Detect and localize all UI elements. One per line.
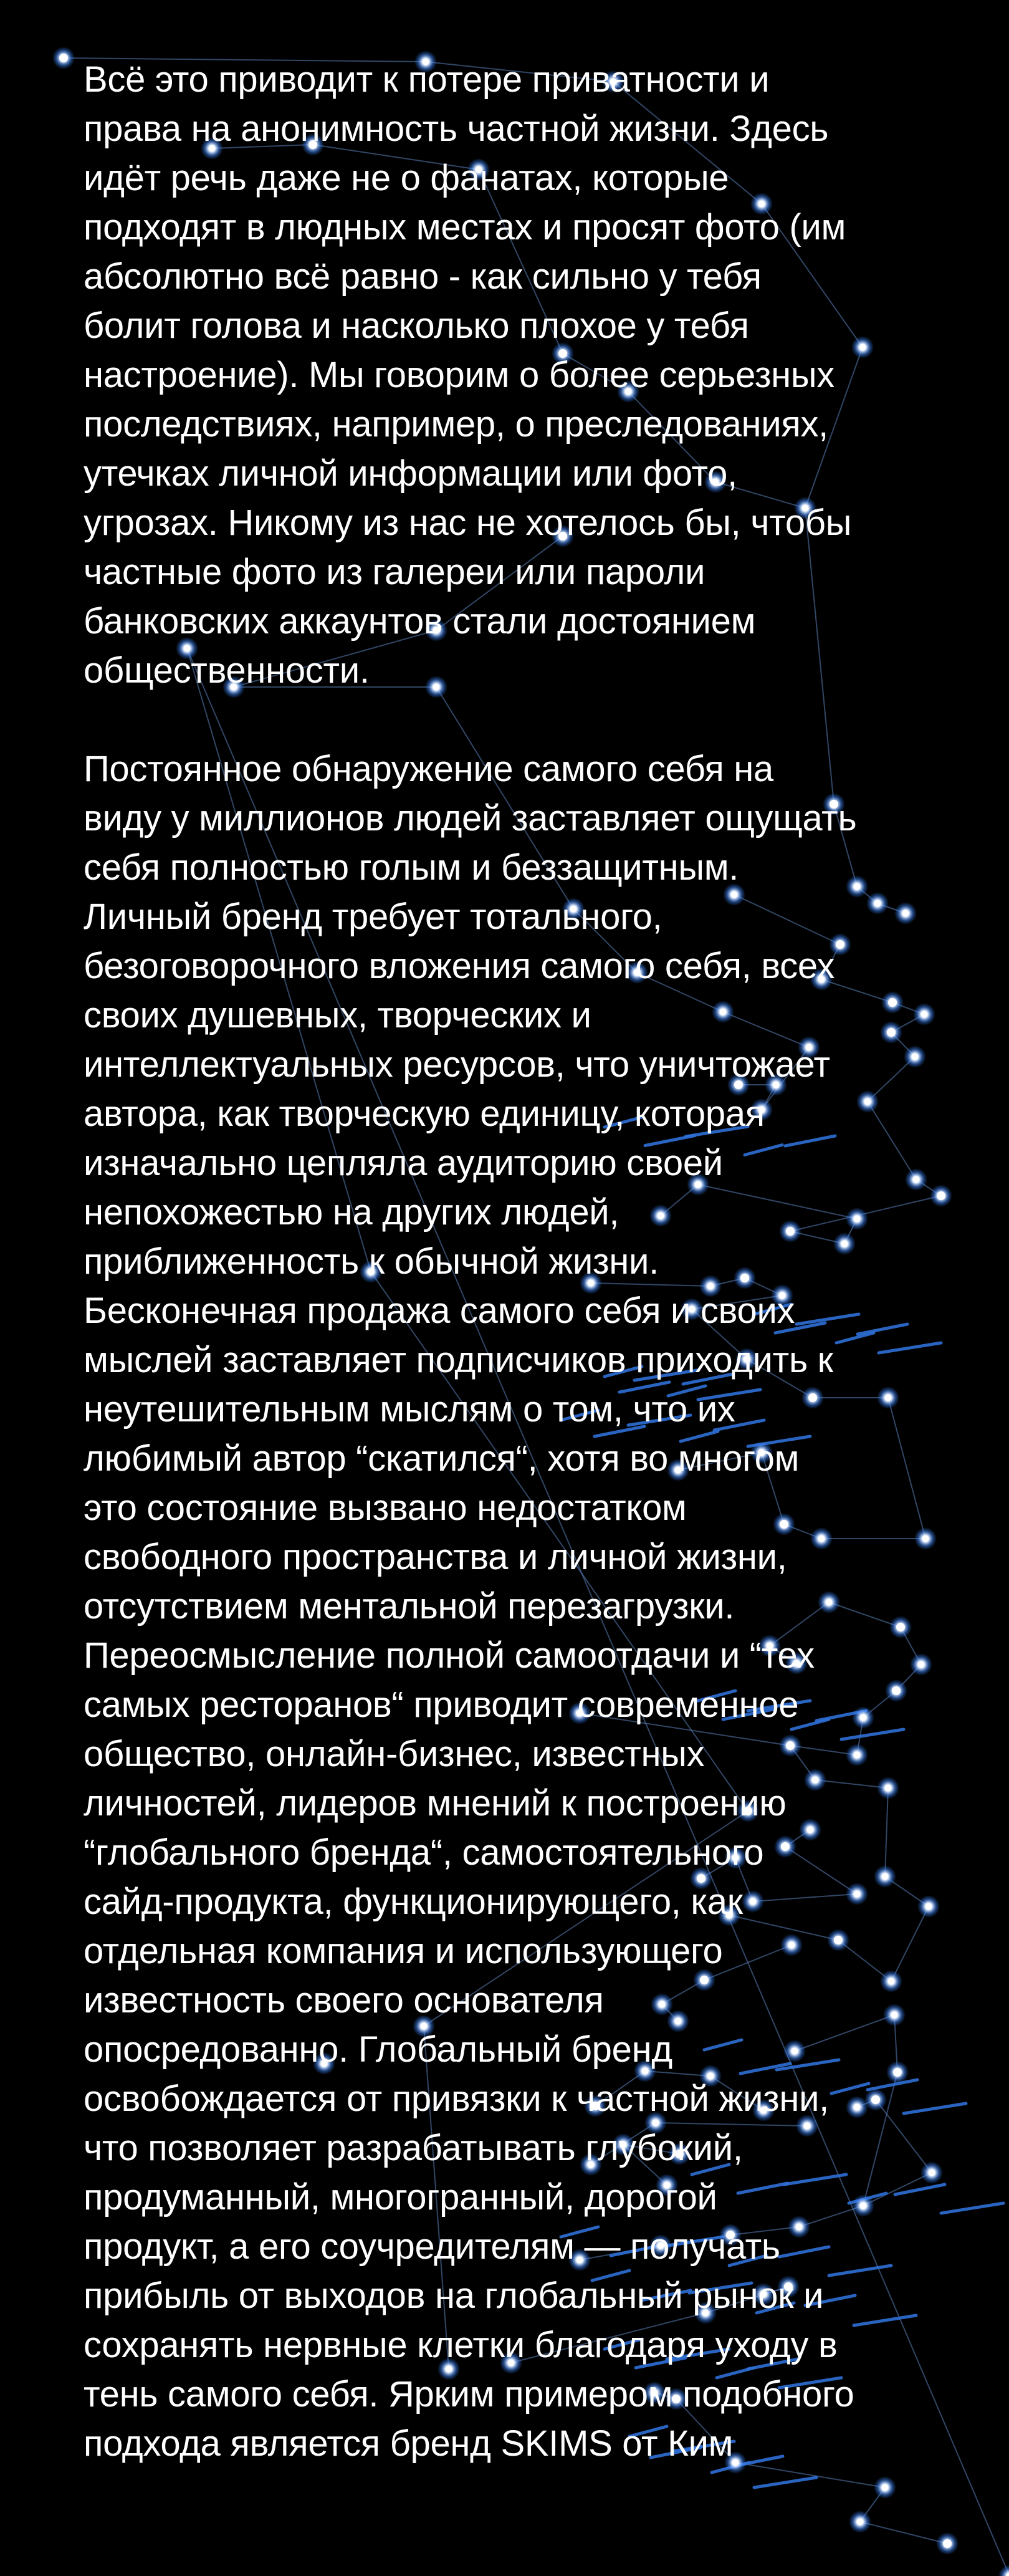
text-line: идёт речь даже не о фанатах, которые (84, 158, 729, 198)
text-line: отдельная компания и использующего (84, 1931, 723, 1971)
text-line: общество, онлайн-бизнес, известных (84, 1734, 705, 1774)
text-line: Бесконечная продажа самого себя и своих (84, 1290, 795, 1331)
text-line: тень самого себя. Ярким примером подобного (84, 2374, 854, 2415)
text-line: что позволяет разрабатывать глубокий, (84, 2128, 743, 2168)
text-line: сохранять нервные клетки благодаря уходу в (84, 2325, 838, 2365)
constellation-node (59, 54, 68, 62)
text-line: самых ресторанов“ приводит современное (84, 1684, 799, 1725)
text-line: себя полностью голым и беззащитным. (84, 847, 739, 888)
constellation-node (857, 2519, 864, 2526)
text-line: банковских аккаунтов стали достоянием (84, 601, 756, 642)
text-line: опосредованно. Глобальный бренд (84, 2029, 672, 2070)
text-line: личностей, лидеров мнений к построению (84, 1783, 787, 1824)
text-line: абсолютно всё равно - как сильно у тебя (84, 256, 762, 297)
text-line: автора, как творческую единицу, которая (84, 1093, 765, 1134)
text-line: Всё это приводит к потере приватности и (84, 59, 770, 100)
constellation-stripe (754, 2477, 816, 2487)
text-line: продукт, а его соучредителям — получать (84, 2226, 780, 2267)
text-line: подхода является бренд SKIMS от Ким (84, 2423, 734, 2464)
text-line: Переосмысление полной самоотдачи и “тех (84, 1635, 815, 1676)
paragraph-spacer (84, 695, 968, 744)
text-line: мыслей заставляет подписчиков приходить к (84, 1340, 833, 1380)
text-line: приближенность к обычной жизни. (84, 1241, 659, 1282)
text-line: изначально цепляла аудиторию своей (84, 1143, 723, 1183)
article-body (84, 55, 968, 2468)
text-line: безоговорочного вложения самого себя, всех (84, 946, 835, 986)
text-line: свободного пространства и личной жизни, (84, 1537, 787, 1577)
text-line: отсутствием ментальной перезагрузки. (84, 1586, 735, 1627)
text-line: любимый автор “скатился“, хотя во многом (84, 1438, 800, 1479)
text-line: известность своего основателя (84, 1980, 604, 2021)
constellation-node (882, 2484, 889, 2491)
text-line: освобождается от привязки к частной жизни, (84, 2079, 829, 2119)
text-line: виду у миллионов людей заставляет ощущать (84, 798, 857, 839)
text-line: права на анонимность частной жизни. Здесь (84, 108, 829, 149)
text-line: прибыль от выходов на глобальный рынок и (84, 2276, 824, 2316)
paragraph-privacy (84, 55, 968, 695)
text-line: подходят в людных местах и просят фото (им (84, 207, 846, 248)
text-line: сайд-продукта, функционирующего, как (84, 1882, 743, 1922)
text-line: утечках личной информации или фото, (84, 453, 737, 494)
text-line: последствиях, например, о преследованиях, (84, 404, 828, 445)
text-line: общественности. (84, 650, 370, 691)
text-line: болит голова и насколько плохое у тебя (84, 305, 749, 346)
text-line: угрозах. Никому из нас не хотелось бы, чтобы (84, 502, 852, 543)
text-line: продуманный, многогранный, дорогой (84, 2177, 717, 2218)
text-line: “глобального бренда“, самостоятельного (84, 1832, 764, 1873)
text-line: частные фото из галереи или пароли (84, 552, 705, 592)
text-line: Постоянное обнаружение самого себя на (84, 749, 773, 789)
text-line: настроение). Мы говорим о более серьезных (84, 355, 834, 395)
constellation-line (860, 2522, 947, 2544)
text-line: Личный бренд требует тотального, (84, 896, 662, 937)
text-line: своих душевных, творческих и (84, 995, 591, 1036)
text-line: непохожестью на других людей, (84, 1192, 619, 1233)
text-line: неутешительным мыслям о том, что их (84, 1389, 735, 1430)
text-line: интеллектуальных ресурсов, что уничтожает (84, 1044, 830, 1085)
text-line: это состояние вызвано недостатком (84, 1487, 687, 1528)
constellation-node (943, 2539, 952, 2548)
paragraph-personal-brand (84, 744, 968, 2468)
